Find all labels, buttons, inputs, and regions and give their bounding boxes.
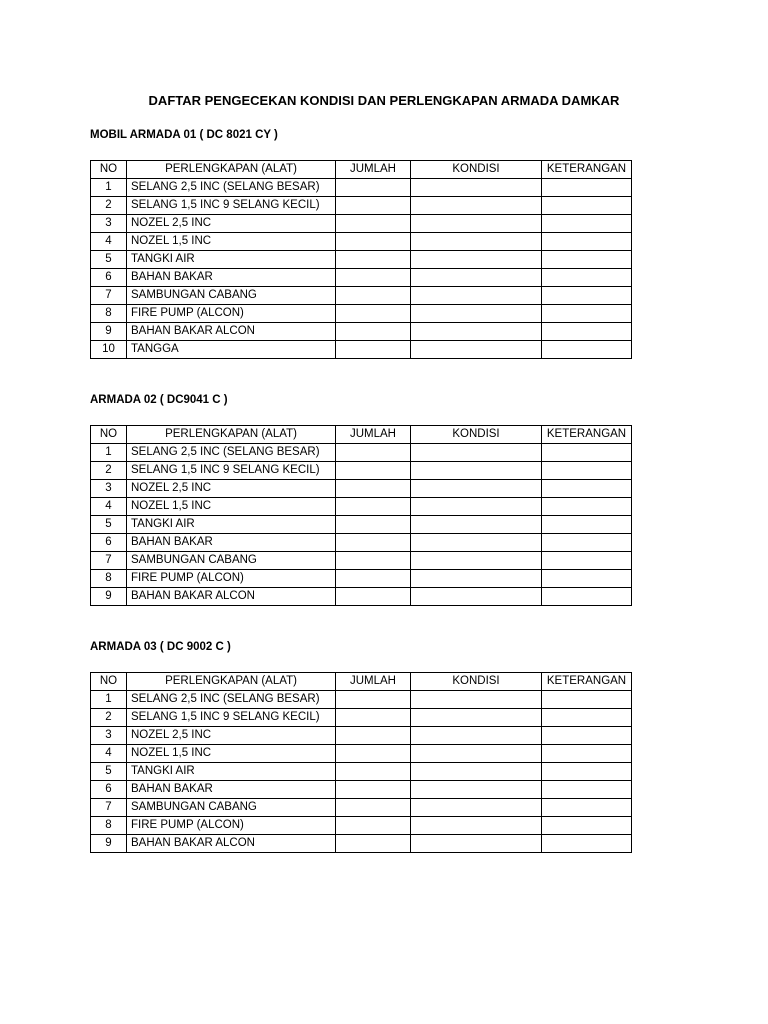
cell-jumlah [336,516,411,534]
cell-item: BAHAN BAKAR [127,269,336,287]
table-row [91,341,632,359]
cell-keterangan [542,552,632,570]
cell-kondisi [411,781,542,799]
cell-jumlah [336,817,411,835]
cell-keterangan [542,305,632,323]
cell-no: 9 [91,588,127,606]
cell-jumlah [336,709,411,727]
table-row [91,323,632,341]
table-row [91,709,632,727]
table-row [91,444,632,462]
cell-kondisi [411,480,542,498]
cell-jumlah [336,534,411,552]
cell-kondisi [411,516,542,534]
cell-no: 9 [91,323,127,341]
checklist-table-armada-03 [90,672,632,853]
table-row [91,817,632,835]
cell-keterangan [542,588,632,606]
cell-no: 7 [91,799,127,817]
cell-jumlah [336,341,411,359]
table-row [91,305,632,323]
cell-jumlah [336,835,411,853]
cell-keterangan [542,781,632,799]
cell-jumlah [336,745,411,763]
cell-jumlah [336,799,411,817]
checklist-table-armada-01 [90,160,632,359]
cell-no: 8 [91,305,127,323]
cell-jumlah [336,215,411,233]
column-header-item: PERLENGKAPAN (ALAT) [127,673,336,691]
cell-keterangan [542,323,632,341]
column-header-keterangan: KETERANGAN [542,673,632,691]
cell-kondisi [411,251,542,269]
table-header-row [91,426,632,444]
cell-kondisi [411,444,542,462]
cell-item: BAHAN BAKAR [127,781,336,799]
cell-kondisi [411,763,542,781]
table-row [91,691,632,709]
cell-keterangan [542,534,632,552]
cell-jumlah [336,781,411,799]
cell-jumlah [336,588,411,606]
cell-kondisi [411,534,542,552]
column-header-keterangan: KETERANGAN [542,426,632,444]
cell-item: NOZEL 2,5 INC [127,727,336,745]
cell-kondisi [411,305,542,323]
cell-kondisi [411,817,542,835]
cell-item: BAHAN BAKAR ALCON [127,588,336,606]
cell-no: 4 [91,233,127,251]
cell-keterangan [542,462,632,480]
cell-item: NOZEL 1,5 INC [127,498,336,516]
table-row [91,534,632,552]
cell-no: 6 [91,781,127,799]
cell-jumlah [336,197,411,215]
cell-no: 9 [91,835,127,853]
cell-jumlah [336,179,411,197]
cell-jumlah [336,570,411,588]
table-row [91,570,632,588]
cell-keterangan [542,215,632,233]
cell-no: 3 [91,727,127,745]
cell-jumlah [336,269,411,287]
cell-item: FIRE PUMP (ALCON) [127,305,336,323]
column-header-jumlah: JUMLAH [336,161,411,179]
table-row [91,781,632,799]
table-row [91,251,632,269]
table-row [91,552,632,570]
cell-jumlah [336,444,411,462]
cell-kondisi [411,323,542,341]
cell-no: 2 [91,462,127,480]
cell-kondisi [411,462,542,480]
column-header-no: NO [91,161,127,179]
cell-kondisi [411,197,542,215]
cell-kondisi [411,215,542,233]
cell-item: TANGKI AIR [127,251,336,269]
cell-no: 3 [91,480,127,498]
cell-no: 8 [91,570,127,588]
cell-keterangan [542,745,632,763]
cell-item: SAMBUNGAN CABANG [127,287,336,305]
column-header-item: PERLENGKAPAN (ALAT) [127,161,336,179]
cell-item: SAMBUNGAN CABANG [127,552,336,570]
cell-no: 7 [91,552,127,570]
cell-item: SELANG 2,5 INC (SELANG BESAR) [127,444,336,462]
cell-kondisi [411,179,542,197]
cell-no: 3 [91,215,127,233]
cell-keterangan [542,498,632,516]
cell-jumlah [336,552,411,570]
cell-no: 6 [91,534,127,552]
cell-no: 5 [91,251,127,269]
cell-item: SELANG 2,5 INC (SELANG BESAR) [127,691,336,709]
column-header-jumlah: JUMLAH [336,426,411,444]
cell-keterangan [542,233,632,251]
cell-jumlah [336,727,411,745]
cell-item: SELANG 1,5 INC 9 SELANG KECIL) [127,709,336,727]
cell-jumlah [336,498,411,516]
cell-keterangan [542,444,632,462]
cell-item: NOZEL 1,5 INC [127,745,336,763]
cell-item: BAHAN BAKAR ALCON [127,835,336,853]
cell-keterangan [542,251,632,269]
cell-no: 5 [91,763,127,781]
cell-item: TANGKI AIR [127,763,336,781]
cell-kondisi [411,570,542,588]
cell-no: 10 [91,341,127,359]
cell-keterangan [542,197,632,215]
cell-item: SELANG 1,5 INC 9 SELANG KECIL) [127,462,336,480]
table-row [91,745,632,763]
cell-kondisi [411,233,542,251]
cell-kondisi [411,498,542,516]
cell-item: FIRE PUMP (ALCON) [127,817,336,835]
cell-kondisi [411,745,542,763]
cell-keterangan [542,480,632,498]
cell-keterangan [542,179,632,197]
cell-jumlah [336,287,411,305]
table-row [91,269,632,287]
cell-kondisi [411,799,542,817]
column-header-kondisi: KONDISI [411,161,542,179]
cell-no: 2 [91,709,127,727]
cell-keterangan [542,835,632,853]
cell-keterangan [542,709,632,727]
cell-no: 6 [91,269,127,287]
column-header-item: PERLENGKAPAN (ALAT) [127,426,336,444]
column-header-no: NO [91,673,127,691]
cell-item: BAHAN BAKAR ALCON [127,323,336,341]
cell-item: NOZEL 1,5 INC [127,233,336,251]
cell-no: 7 [91,287,127,305]
cell-item: SELANG 2,5 INC (SELANG BESAR) [127,179,336,197]
cell-kondisi [411,709,542,727]
cell-no: 1 [91,179,127,197]
cell-kondisi [411,835,542,853]
cell-keterangan [542,570,632,588]
cell-jumlah [336,323,411,341]
cell-item: SELANG 1,5 INC 9 SELANG KECIL) [127,197,336,215]
table-row [91,835,632,853]
cell-jumlah [336,233,411,251]
column-header-jumlah: JUMLAH [336,673,411,691]
cell-kondisi [411,727,542,745]
table-row [91,462,632,480]
cell-kondisi [411,588,542,606]
cell-item: BAHAN BAKAR [127,534,336,552]
cell-item: TANGGA [127,341,336,359]
cell-no: 5 [91,516,127,534]
table-row [91,233,632,251]
section-heading-armada-01: MOBIL ARMADA 01 ( DC 8021 CY ) [90,129,278,141]
column-header-keterangan: KETERANGAN [542,161,632,179]
cell-kondisi [411,341,542,359]
table-row [91,727,632,745]
table-header-row [91,673,632,691]
cell-item: TANGKI AIR [127,516,336,534]
cell-kondisi [411,552,542,570]
document-title: DAFTAR PENGECEKAN KONDISI DAN PERLENGKAPAN ARMADA DAMKAR [148,93,620,108]
cell-keterangan [542,516,632,534]
cell-jumlah [336,251,411,269]
table-header-row [91,161,632,179]
cell-no: 1 [91,691,127,709]
column-header-kondisi: KONDISI [411,426,542,444]
cell-keterangan [542,799,632,817]
table-row [91,179,632,197]
cell-item: NOZEL 2,5 INC [127,215,336,233]
cell-kondisi [411,691,542,709]
cell-jumlah [336,305,411,323]
column-header-kondisi: KONDISI [411,673,542,691]
cell-jumlah [336,462,411,480]
cell-keterangan [542,817,632,835]
cell-keterangan [542,341,632,359]
table-row [91,498,632,516]
section-heading-armada-03: ARMADA 03 ( DC 9002 C ) [90,641,231,653]
table-row [91,480,632,498]
table-row [91,215,632,233]
cell-jumlah [336,691,411,709]
cell-keterangan [542,763,632,781]
cell-item: SAMBUNGAN CABANG [127,799,336,817]
table-row [91,588,632,606]
table-row [91,516,632,534]
cell-item: FIRE PUMP (ALCON) [127,570,336,588]
cell-jumlah [336,480,411,498]
table-row [91,287,632,305]
cell-kondisi [411,269,542,287]
cell-keterangan [542,691,632,709]
table-row [91,799,632,817]
table-row [91,763,632,781]
cell-item: NOZEL 2,5 INC [127,480,336,498]
cell-keterangan [542,287,632,305]
table-row [91,197,632,215]
cell-jumlah [336,763,411,781]
checklist-table-armada-02 [90,425,632,606]
cell-keterangan [542,269,632,287]
column-header-no: NO [91,426,127,444]
cell-no: 4 [91,498,127,516]
cell-no: 2 [91,197,127,215]
cell-keterangan [542,727,632,745]
cell-no: 1 [91,444,127,462]
cell-no: 8 [91,817,127,835]
section-heading-armada-02: ARMADA 02 ( DC9041 C ) [90,394,228,406]
cell-kondisi [411,287,542,305]
cell-no: 4 [91,745,127,763]
